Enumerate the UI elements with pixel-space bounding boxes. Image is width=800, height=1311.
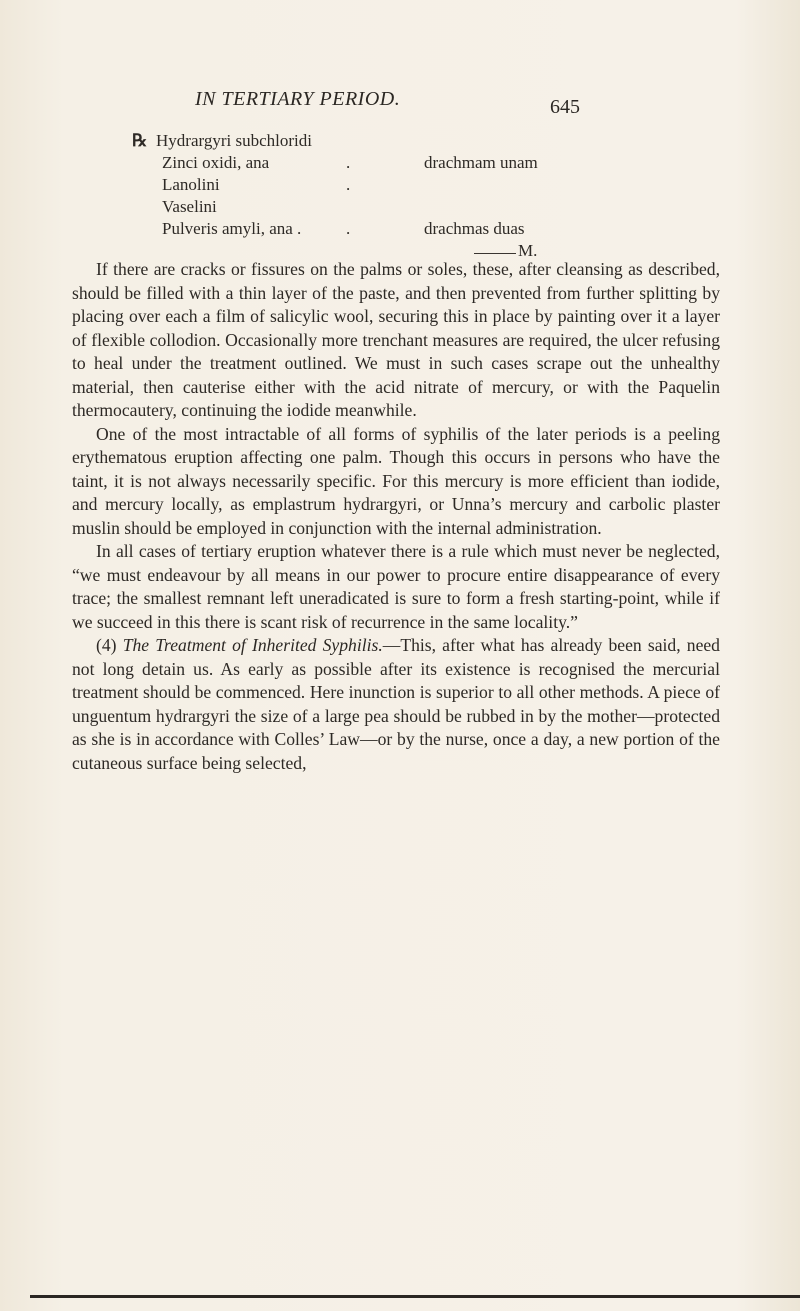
paragraph-erythematous-eruption: One of the most intractable of all forms of syphilis of the later periods is a peeling erythematous eruption affecting one palm. Though this occurs in persons who have the taint, it is not always necessarily specific. For this mercury is more efficient than iodide, and mercury locally, as emplastrum hydrargyri, or Unna’s mercury and carbolic plaster muslin should be employed in conjunction with the internal administration. xyxy=(72,423,720,538)
page-bottom-rule xyxy=(30,1295,800,1298)
prescription-line xyxy=(132,196,652,218)
prescription-block xyxy=(132,130,652,262)
prescription-leader-dots: . xyxy=(346,219,373,238)
prescription-line xyxy=(132,130,652,152)
section-number: (4) xyxy=(96,635,117,655)
prescription-leader-dots: . . xyxy=(346,153,373,194)
section-heading: The Treatment of Inherited Syphilis. xyxy=(122,635,383,655)
page-number: 645 xyxy=(550,96,580,118)
paragraph-inherited-syphilis xyxy=(72,634,720,775)
prescription-ingredient: Vaselini xyxy=(162,197,217,216)
prescription-ingredient: Hydrargyri subchloridi xyxy=(156,131,312,150)
prescription-quantity: drachmam unam xyxy=(424,153,538,172)
prescription-quantity: drachmas duas xyxy=(424,219,525,238)
prescription-ingredient: Lanolini xyxy=(162,175,220,194)
prescription-ingredient: Zinci oxidi, ana xyxy=(162,153,270,172)
body-text xyxy=(72,258,720,775)
prescription-line xyxy=(132,218,652,240)
prescription-misce: M. xyxy=(518,241,538,260)
section-text: —This, after what has already been said, need not long detain us. As early as possible after its existence is recognised the mercurial treatment should be commenced. Here inunction is superior to all other methods. A piece of unguentum hydrargyri the size of a large pea should be rubbed in by the mother—protected as she is in accordance with Colles’ Law—or by the nurse, once a day, a new portion of the cutaneous surface being selected, xyxy=(72,635,720,773)
ending-dash xyxy=(474,253,516,254)
paragraph-tertiary-rule: In all cases of tertiary eruption whatever there is a rule which must never be neglected, “we must endeavour by all means in our power to procure entire disappearance of every trace; the smallest remnant left uneradicated is sure to form a fresh starting-point, while if we succeed in this there is scant risk of recurrence in the same locality.” xyxy=(72,541,720,632)
running-title: IN TERTIARY PERIOD. xyxy=(195,88,401,110)
recipe-symbol: ℞ xyxy=(132,131,148,150)
paragraph-cracks-fissures: If there are cracks or fissures on the palms or soles, these, after cleansing as described, should be filled with a thin layer of the paste, and then prevented from further splitting by placing over each a film of salicylic wool, securing this in place by painting over it a layer of flexible collodion. Occasionally more trenchant measures are required, the ulcer refusing to heal under the treatment outlined. We must in such cases scrape out the unhealthy material, then cauterise either with the acid nitrate of mercury, or with the Paquelin thermocautery, continuing the iodide meanwhile. xyxy=(72,259,720,420)
prescription-ingredient: Pulveris amyli, ana . xyxy=(162,219,302,238)
